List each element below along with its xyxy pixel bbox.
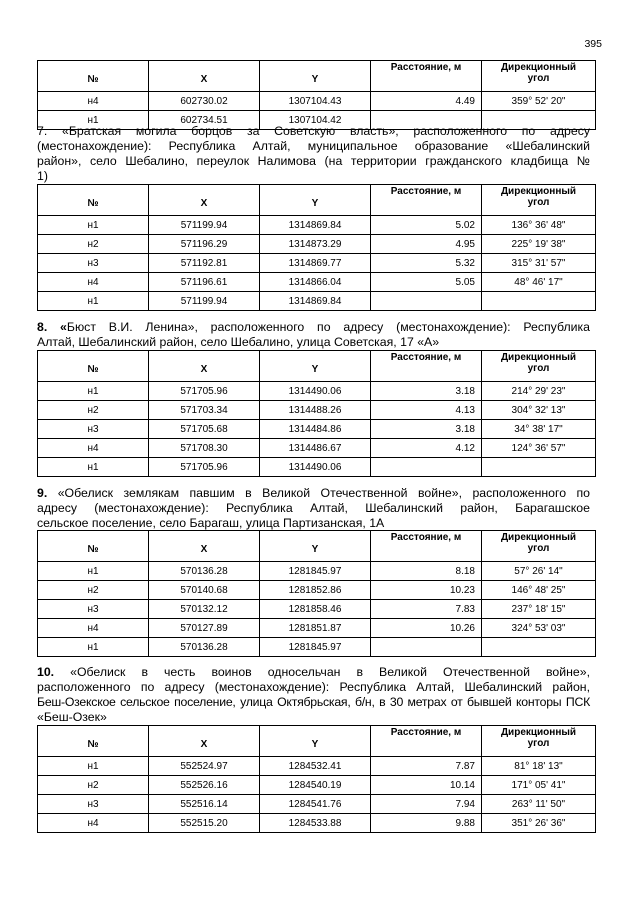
y-cell: 1314488.26 <box>260 401 371 420</box>
column-header-x: X <box>149 726 260 757</box>
direction-cell: 48° 46' 17" <box>482 273 596 292</box>
y-cell: 1281852.86 <box>260 581 371 600</box>
x-cell: 570136.28 <box>149 562 260 581</box>
column-header-y: Y <box>260 351 371 382</box>
x-cell: 571705.96 <box>149 458 260 477</box>
column-header-distance: Расстояние, м <box>371 185 482 216</box>
column-header-y: Y <box>260 726 371 757</box>
table-row <box>38 600 596 619</box>
distance-cell: 8.18 <box>371 562 482 581</box>
y-cell: 1314873.29 <box>260 235 371 254</box>
y-cell: 1284533.88 <box>260 814 371 833</box>
point-id-cell: н2 <box>38 581 149 600</box>
heading-line: сельское поселение, село Барагаш, улица Партизанская, 1А <box>37 516 385 530</box>
table-row <box>38 814 596 833</box>
column-header-x: X <box>149 531 260 562</box>
distance-cell: 4.95 <box>371 235 482 254</box>
point-id-cell: н1 <box>38 638 149 657</box>
section-7-heading <box>37 124 590 184</box>
x-cell: 552516.14 <box>149 795 260 814</box>
column-header-distance: Расстояние, м <box>371 531 482 562</box>
section-8-heading <box>37 320 590 350</box>
distance-cell: 7.87 <box>371 757 482 776</box>
direction-cell: 57° 26' 14" <box>482 562 596 581</box>
distance-cell <box>371 458 482 477</box>
distance-cell <box>371 292 482 311</box>
y-cell: 1314869.84 <box>260 216 371 235</box>
direction-cell: 34° 38' 17" <box>482 420 596 439</box>
table-row <box>38 92 596 111</box>
table-row <box>38 292 596 311</box>
point-id-cell: н3 <box>38 254 149 273</box>
table-row <box>38 382 596 401</box>
direction-cell <box>482 638 596 657</box>
column-header-y: Y <box>260 531 371 562</box>
distance-cell: 3.18 <box>371 382 482 401</box>
y-cell: 1314486.67 <box>260 439 371 458</box>
distance-cell: 5.32 <box>371 254 482 273</box>
heading-line: 9. «Обелиск землякам павшим в Великой Отечественной войне», расположенного по <box>37 486 590 500</box>
heading-line: (местонахождение): Республика Алтай, муниципальное образование «Шебалинский <box>37 139 590 153</box>
table-row <box>38 795 596 814</box>
direction-cell: 324° 53' 03" <box>482 619 596 638</box>
table-row <box>38 619 596 638</box>
distance-cell: 4.49 <box>371 92 482 111</box>
distance-cell: 10.14 <box>371 776 482 795</box>
y-cell: 1284532.41 <box>260 757 371 776</box>
y-cell: 1281851.87 <box>260 619 371 638</box>
x-cell: 552526.16 <box>149 776 260 795</box>
distance-cell: 4.13 <box>371 401 482 420</box>
heading-line: 8. «Бюст В.И. Ленина», расположенного по адресу (местонахождение): Республика <box>37 320 590 334</box>
point-id-cell: н1 <box>38 382 149 401</box>
table-row <box>38 401 596 420</box>
y-cell: 1307104.42 <box>260 111 371 130</box>
heading-line: Беш-Озекское сельское поселение, улица Октябрьская, б/н, в 30 метрах от бывшей конторы ПСК <box>37 695 590 709</box>
y-cell: 1281845.97 <box>260 638 371 657</box>
y-cell: 1284541.76 <box>260 795 371 814</box>
distance-cell: 5.02 <box>371 216 482 235</box>
y-cell: 1284540.19 <box>260 776 371 795</box>
direction-cell: 304° 32' 13" <box>482 401 596 420</box>
distance-cell: 7.83 <box>371 600 482 619</box>
distance-cell <box>371 638 482 657</box>
section-9-heading <box>37 486 590 531</box>
coordinates-table-continued <box>37 60 596 130</box>
table-row <box>38 216 596 235</box>
point-id-cell: н3 <box>38 600 149 619</box>
column-header-num: № <box>38 351 149 382</box>
point-id-cell: н1 <box>38 216 149 235</box>
x-cell: 570127.89 <box>149 619 260 638</box>
column-header-num: № <box>38 185 149 216</box>
table-row <box>38 638 596 657</box>
direction-cell: 146° 48' 25" <box>482 581 596 600</box>
point-id-cell: н4 <box>38 92 149 111</box>
coordinates-table-7 <box>37 184 596 311</box>
column-header-direction: Дирекционный угол <box>482 185 596 216</box>
table-row <box>38 439 596 458</box>
x-cell: 571196.61 <box>149 273 260 292</box>
x-cell: 602734.51 <box>149 111 260 130</box>
x-cell: 570136.28 <box>149 638 260 657</box>
direction-cell <box>482 458 596 477</box>
coordinates-table-10 <box>37 725 596 833</box>
column-header-y: Y <box>260 185 371 216</box>
table-row <box>38 776 596 795</box>
point-id-cell: н4 <box>38 619 149 638</box>
distance-cell: 4.12 <box>371 439 482 458</box>
x-cell: 552524.97 <box>149 757 260 776</box>
x-cell: 571192.81 <box>149 254 260 273</box>
point-id-cell: н4 <box>38 814 149 833</box>
direction-cell: 81° 18' 13" <box>482 757 596 776</box>
direction-cell: 124° 36' 57" <box>482 439 596 458</box>
direction-cell: 225° 19' 38" <box>482 235 596 254</box>
column-header-distance: Расстояние, м <box>371 351 482 382</box>
table-row <box>38 254 596 273</box>
x-cell: 571199.94 <box>149 216 260 235</box>
direction-cell: 214° 29' 23" <box>482 382 596 401</box>
direction-cell: 136° 36' 48" <box>482 216 596 235</box>
heading-line: Алтай, Шебалинский район, село Шебалино, улица Советская, 17 «А» <box>37 335 440 349</box>
distance-cell: 7.94 <box>371 795 482 814</box>
direction-cell <box>482 292 596 311</box>
direction-cell: 359° 52' 20" <box>482 92 596 111</box>
column-header-distance: Расстояние, м <box>371 61 482 92</box>
column-header-num: № <box>38 61 149 92</box>
column-header-direction: Дирекционный угол <box>482 61 596 92</box>
table-row <box>38 420 596 439</box>
heading-line: район», село Шебалино, переулок Налимова (на территории гражданского кладбища № <box>37 154 590 168</box>
distance-cell: 5.05 <box>371 273 482 292</box>
direction-cell: 315° 31' 57" <box>482 254 596 273</box>
distance-cell: 9.88 <box>371 814 482 833</box>
y-cell: 1314869.77 <box>260 254 371 273</box>
heading-line: 7. «Братская могила борцов за Советскую власть», расположенного по адресу <box>37 124 590 138</box>
column-header-direction: Дирекционный угол <box>482 726 596 757</box>
heading-line: 10. «Обелиск в честь воинов односельчан в Великой Отечественной войне», <box>37 665 590 679</box>
table-row <box>38 235 596 254</box>
point-id-cell: н1 <box>38 292 149 311</box>
point-id-cell: н4 <box>38 439 149 458</box>
y-cell: 1314866.04 <box>260 273 371 292</box>
x-cell: 571196.29 <box>149 235 260 254</box>
y-cell: 1281858.46 <box>260 600 371 619</box>
table-row <box>38 458 596 477</box>
table-row <box>38 273 596 292</box>
y-cell: 1307104.43 <box>260 92 371 111</box>
point-id-cell: н3 <box>38 795 149 814</box>
y-cell: 1314484.86 <box>260 420 371 439</box>
point-id-cell: н1 <box>38 562 149 581</box>
point-id-cell: н2 <box>38 776 149 795</box>
x-cell: 571703.34 <box>149 401 260 420</box>
table-row <box>38 757 596 776</box>
x-cell: 571705.96 <box>149 382 260 401</box>
coordinates-table-9 <box>37 530 596 657</box>
page-number: 395 <box>584 38 602 50</box>
heading-line: 1) <box>37 169 48 183</box>
column-header-x: X <box>149 185 260 216</box>
distance-cell: 10.26 <box>371 619 482 638</box>
point-id-cell: н1 <box>38 458 149 477</box>
x-cell: 552515.20 <box>149 814 260 833</box>
heading-line: «Беш-Озек» <box>37 710 107 724</box>
point-id-cell: н4 <box>38 273 149 292</box>
distance-cell: 3.18 <box>371 420 482 439</box>
direction-cell: 171° 05' 41" <box>482 776 596 795</box>
column-header-direction: Дирекционный угол <box>482 351 596 382</box>
heading-line: расположенного по адресу (местонахождение): Республика Алтай, Шебалинский район, <box>37 680 590 694</box>
direction-cell: 263° 11' 50" <box>482 795 596 814</box>
y-cell: 1314490.06 <box>260 458 371 477</box>
column-header-distance: Расстояние, м <box>371 726 482 757</box>
table-row <box>38 581 596 600</box>
column-header-x: X <box>149 61 260 92</box>
y-cell: 1314490.06 <box>260 382 371 401</box>
coordinates-table-8 <box>37 350 596 477</box>
section-10-heading <box>37 665 590 725</box>
column-header-y: Y <box>260 61 371 92</box>
point-id-cell: н1 <box>38 757 149 776</box>
y-cell: 1314869.84 <box>260 292 371 311</box>
point-id-cell: н2 <box>38 401 149 420</box>
heading-line: адресу (местонахождение): Республика Алтай, Шебалинский район, Барагашское <box>37 501 590 515</box>
direction-cell: 351° 26' 36" <box>482 814 596 833</box>
column-header-num: № <box>38 726 149 757</box>
y-cell: 1281845.97 <box>260 562 371 581</box>
x-cell: 571199.94 <box>149 292 260 311</box>
point-id-cell: н2 <box>38 235 149 254</box>
point-id-cell: н1 <box>38 111 149 130</box>
distance-cell: 10.23 <box>371 581 482 600</box>
x-cell: 570132.12 <box>149 600 260 619</box>
column-header-x: X <box>149 351 260 382</box>
x-cell: 571708.30 <box>149 439 260 458</box>
point-id-cell: н3 <box>38 420 149 439</box>
x-cell: 602730.02 <box>149 92 260 111</box>
column-header-direction: Дирекционный угол <box>482 531 596 562</box>
x-cell: 571705.68 <box>149 420 260 439</box>
x-cell: 570140.68 <box>149 581 260 600</box>
direction-cell: 237° 18' 15" <box>482 600 596 619</box>
column-header-num: № <box>38 531 149 562</box>
table-row <box>38 562 596 581</box>
